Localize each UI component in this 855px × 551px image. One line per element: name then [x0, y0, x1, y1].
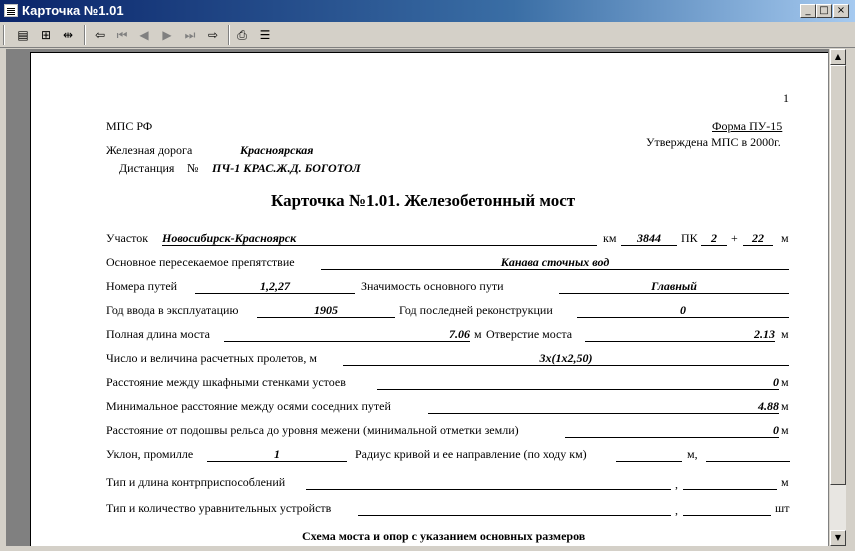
obstacle-label: Основное пересекаемое препятствие [106, 255, 295, 269]
section-label: Участок [106, 231, 149, 245]
distance-label: Дистанция [119, 161, 175, 175]
length-value: 7.06 [224, 327, 470, 342]
railway-label: Железная дорога [106, 143, 193, 157]
page-number: 1 [783, 91, 789, 105]
document-icon[interactable]: ▤ [17, 28, 29, 42]
distance-num-sign: № [187, 161, 199, 175]
form-label: Форма ПУ-15 [712, 119, 783, 133]
first-page-icon[interactable]: ⏮ [116, 28, 128, 42]
radius-label: Радиус кривой и ее направление (по ходу км) [355, 447, 587, 461]
toolbar [0, 22, 855, 48]
km-value: 3844 [621, 231, 677, 246]
radius-unit: м, [687, 447, 698, 461]
ministry-label: МПС РФ [106, 119, 153, 133]
report-viewport [6, 49, 829, 546]
tracks-value: 1,2,27 [195, 279, 355, 294]
maximize-button[interactable]: □ [816, 4, 832, 18]
pk-value: 2 [701, 231, 727, 246]
significance-value: Главный [559, 279, 789, 294]
significance-label: Значимость основного пути [361, 279, 504, 293]
forward-icon[interactable]: ⇨ [207, 28, 219, 42]
km-label: км [603, 231, 617, 245]
export-icon[interactable]: ☰ [259, 28, 271, 42]
next-page-icon[interactable]: ▶ [162, 28, 172, 42]
spans-value: 3х(1х2,50) [343, 351, 789, 366]
backwall-label: Расстояние между шкафными стенками устоев [106, 375, 346, 389]
year-in-label: Год ввода в эксплуатацию [106, 303, 239, 317]
length-label: Полная длина моста [106, 327, 210, 341]
year-recon-value: 0 [577, 303, 789, 318]
backwall-unit: м [781, 375, 789, 389]
counter-comma: , [675, 477, 678, 491]
railway-value: Красноярская [240, 143, 314, 157]
counter-unit: м [781, 475, 789, 489]
prev-page-icon[interactable]: ◀ [139, 28, 149, 42]
fit-icon[interactable]: ⇹ [62, 28, 74, 42]
close-button[interactable]: × [833, 4, 849, 18]
grid-icon[interactable]: ⊞ [40, 28, 52, 42]
scroll-up-icon[interactable]: ▲ [830, 49, 846, 65]
rail-label: Расстояние от подошвы рельса до уровня межени (минимальной отметки земли) [106, 423, 519, 437]
spans-label: Число и величина расчетных пролетов, м [106, 351, 317, 365]
report-page [30, 52, 828, 546]
backwall-value: 0 [377, 375, 779, 390]
obstacle-value: Канава сточных вод [321, 255, 789, 270]
counter-length-field [683, 475, 777, 490]
rail-unit: м [781, 423, 789, 437]
rail-value: 0 [565, 423, 779, 438]
last-page-icon[interactable]: ⏭ [184, 28, 196, 42]
pk-label: ПК [681, 231, 698, 245]
title-bar [0, 0, 855, 22]
scroll-down-icon[interactable]: ▼ [830, 530, 846, 546]
axes-label: Минимальное расстояние между осями соседних путей [106, 399, 391, 413]
toolbar-grip [3, 25, 5, 45]
counter-type-field [306, 475, 671, 490]
section-value: Новосибирск-Красноярск [162, 231, 597, 246]
window-title: Карточка №1.01 [22, 3, 124, 18]
equalizer-comma: , [675, 503, 678, 517]
app-icon [4, 4, 18, 17]
equalizer-unit: шт [775, 501, 790, 515]
print-icon[interactable]: ⎙ [237, 28, 247, 42]
toolbar-separator [228, 25, 230, 45]
scroll-thumb[interactable] [830, 65, 846, 485]
counter-label: Тип и длина контрприспособлений [106, 475, 286, 489]
toolbar-separator [84, 25, 86, 45]
approved-label: Утверждена МПС в 2000г. [646, 135, 781, 149]
meter-value: 22 [743, 231, 773, 246]
equalizer-type-field [358, 501, 671, 516]
length-unit: м [474, 327, 482, 341]
opening-value: 2.13 [585, 327, 775, 342]
equalizer-label: Тип и количество уравнительных устройств [106, 501, 332, 515]
plus-sign: + [731, 231, 738, 245]
back-icon[interactable]: ⇦ [94, 28, 106, 42]
scheme-title: Схема моста и опор с указанием основных размеров [302, 529, 586, 543]
opening-label: Отверстие моста [486, 327, 573, 341]
equalizer-count-field [683, 501, 771, 516]
card-title: Карточка №1.01. Железобетонный мост [271, 191, 576, 210]
minimize-button[interactable]: _ [800, 4, 816, 18]
meter-label: м [781, 231, 789, 245]
axes-unit: м [781, 399, 789, 413]
radius-direction-field [706, 447, 790, 462]
year-in-value: 1905 [257, 303, 395, 318]
slope-label: Уклон, промилле [106, 447, 194, 461]
opening-unit: м [781, 327, 789, 341]
slope-value: 1 [207, 447, 347, 462]
vertical-scrollbar[interactable] [830, 49, 846, 546]
radius-value-field [616, 447, 682, 462]
year-recon-label: Год последней реконструкции [399, 303, 553, 317]
distance-value: ПЧ-1 КРАС.Ж.Д. БОГОТОЛ [212, 161, 361, 175]
axes-value: 4.88 [428, 399, 779, 414]
tracks-label: Номера путей [106, 279, 178, 293]
